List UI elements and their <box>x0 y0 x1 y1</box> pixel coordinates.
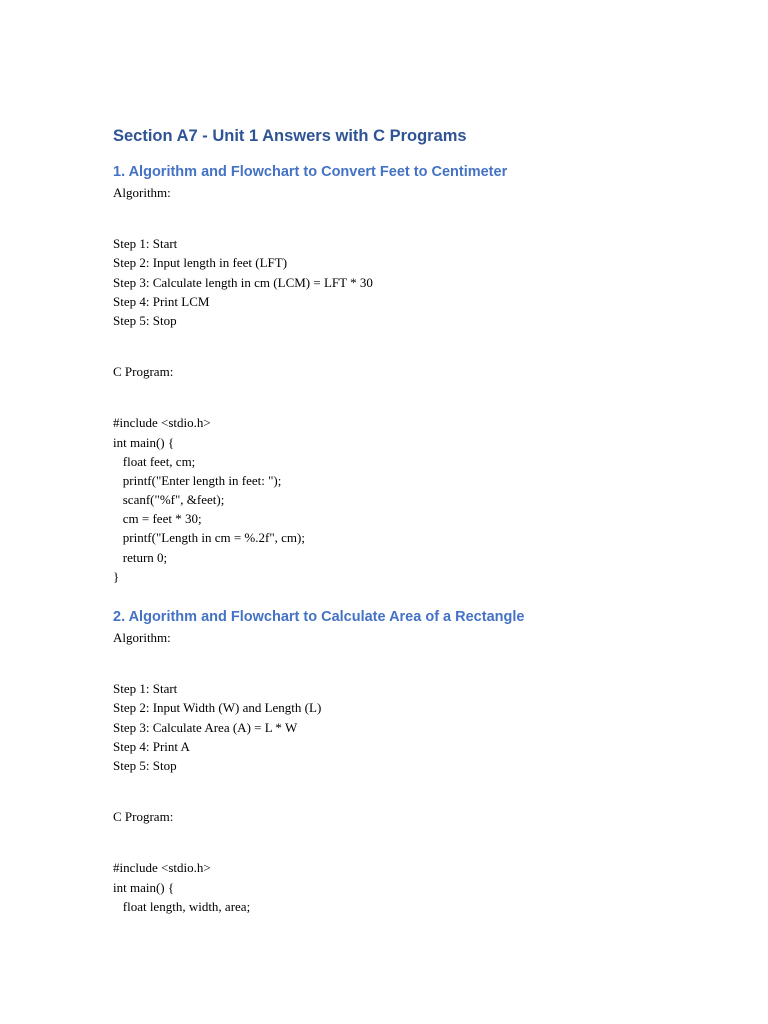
code-line: float feet, cm; <box>113 453 196 469</box>
algorithm-step: Step 2: Input length in feet (LFT) <box>113 255 288 271</box>
spacer <box>113 202 713 234</box>
algorithm-label: Algorithm: <box>113 185 171 200</box>
code-line: } <box>113 568 120 584</box>
algorithm-label: Algorithm: <box>113 630 171 645</box>
page-title: Section A7 - Unit 1 Answers with C Programs <box>113 127 467 145</box>
code-line: return 0; <box>113 549 168 565</box>
spacer <box>113 330 713 362</box>
code-line: #include <stdio.h> <box>113 860 211 876</box>
algorithm-step: Step 2: Input Width (W) and Length (L) <box>113 700 322 716</box>
code-line: cm = feet * 30; <box>113 511 202 527</box>
spacer <box>113 586 713 606</box>
spacer <box>113 647 713 679</box>
code-line: int main() { <box>113 879 175 895</box>
section-heading: 1. Algorithm and Flowchart to Convert Feet to Centimeter <box>113 164 508 180</box>
code-line: int main() { <box>113 434 175 450</box>
spacer <box>113 149 713 161</box>
section-heading: 2. Algorithm and Flowchart to Calculate Area of a Rectangle <box>113 609 525 625</box>
code-line: printf("Length in cm = %.2f", cm); <box>113 530 305 546</box>
code-line: scanf("%f", &feet); <box>113 492 225 508</box>
algorithm-step: Step 1: Start <box>113 681 178 697</box>
spacer <box>113 381 713 413</box>
code-line: float length, width, area; <box>113 898 251 914</box>
program-label: C Program: <box>113 364 174 380</box>
code-line: #include <stdio.h> <box>113 415 211 431</box>
algorithm-step: Step 3: Calculate length in cm (LCM) = LFT * 30 <box>113 274 373 290</box>
document-page <box>113 124 713 916</box>
algorithm-step: Step 5: Stop <box>113 312 177 328</box>
spacer <box>113 775 713 807</box>
code-line: printf("Enter length in feet: "); <box>113 472 282 488</box>
algorithm-step: Step 4: Print LCM <box>113 293 210 309</box>
program-label: C Program: <box>113 809 174 825</box>
algorithm-step: Step 1: Start <box>113 236 178 252</box>
algorithm-step: Step 3: Calculate Area (A) = L * W <box>113 719 298 735</box>
spacer <box>113 826 713 858</box>
algorithm-step: Step 4: Print A <box>113 738 190 754</box>
algorithm-step: Step 5: Stop <box>113 757 177 773</box>
